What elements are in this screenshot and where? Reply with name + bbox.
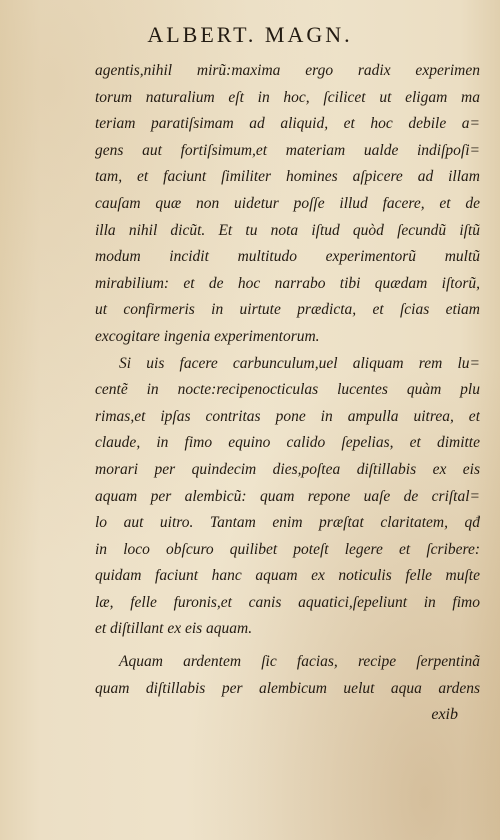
text-line: morari per quindecim dies,poſtea diſtillabis ex eis	[95, 460, 480, 478]
text-line: cauſam quæ non uidetur poſſe illud facere, et de	[95, 194, 480, 212]
text-line: agentis,nihil mirũ:maxima ergo radix experimen	[95, 62, 480, 79]
text-line: Aquam ardentem ſic facias, recipe ſerpentinã	[119, 653, 480, 671]
text-line: mirabilium: et de hoc narrabo tibi quædam iſtorũ,	[95, 274, 480, 292]
text-line: læ, felle furonis,et canis aquatici,ſepeliunt in fimo	[95, 593, 480, 611]
paragraph-1	[95, 58, 480, 351]
paragraph-3	[95, 649, 480, 702]
paragraph-2	[95, 351, 480, 644]
text-line: excogitare ingenia experimentorum.	[95, 327, 320, 345]
text-line: in loco obſcuro quilibet poteſt legere et ſcribere:	[95, 540, 480, 558]
text-line: gens aut fortiſsimum,et materiam ualde indiſpoſi=	[95, 141, 480, 159]
text-line: lo aut uitro. Tantam enim præſtat claritatem, qđ	[95, 514, 480, 532]
text-block	[95, 58, 480, 702]
text-line: torum naturalium eſt in hoc, ſcilicet ut eligam ma	[95, 88, 480, 106]
text-line: ut confirmeris in uirtute prædicta, et ſcias etiam	[95, 301, 480, 319]
running-title: ALBERT. MAGN.	[147, 22, 353, 47]
text-line: claude, in fimo equino calido ſepelias, et dimitte	[95, 434, 480, 452]
text-line: tam, et faciunt ſimiliter homines aſpicere ad illam	[95, 168, 480, 186]
text-line: rimas,et ipſas contritas pone in ampulla uitrea, et	[95, 407, 480, 425]
text-line: quidam faciunt hanc aquam ex noticulis felle muſte	[95, 567, 480, 585]
text-line: Si uis facere carbunculum,uel aliquam rem lu=	[119, 354, 480, 372]
text-line: aquam per alembicũ: quam repone uaſe de criſtal=	[95, 487, 480, 505]
text-line: teriam paratiſsimam ad aliquid, et hoc debile a=	[95, 115, 480, 133]
text-line: illa nihil dicũt. Et tu nota iſtud quòd ſecundũ iſtũ	[95, 221, 480, 239]
catchword: exib	[431, 706, 458, 723]
text-line: modum incidit multitudo experimentorũ multũ	[95, 248, 480, 266]
text-line: et diſtillant ex eis aquam.	[95, 620, 253, 638]
text-line: centẽ in nocte:recipenocticulas lucentes quàm plu	[95, 381, 480, 399]
text-line: quam diſtillabis per alembicum uelut aqua ardens	[95, 679, 480, 697]
